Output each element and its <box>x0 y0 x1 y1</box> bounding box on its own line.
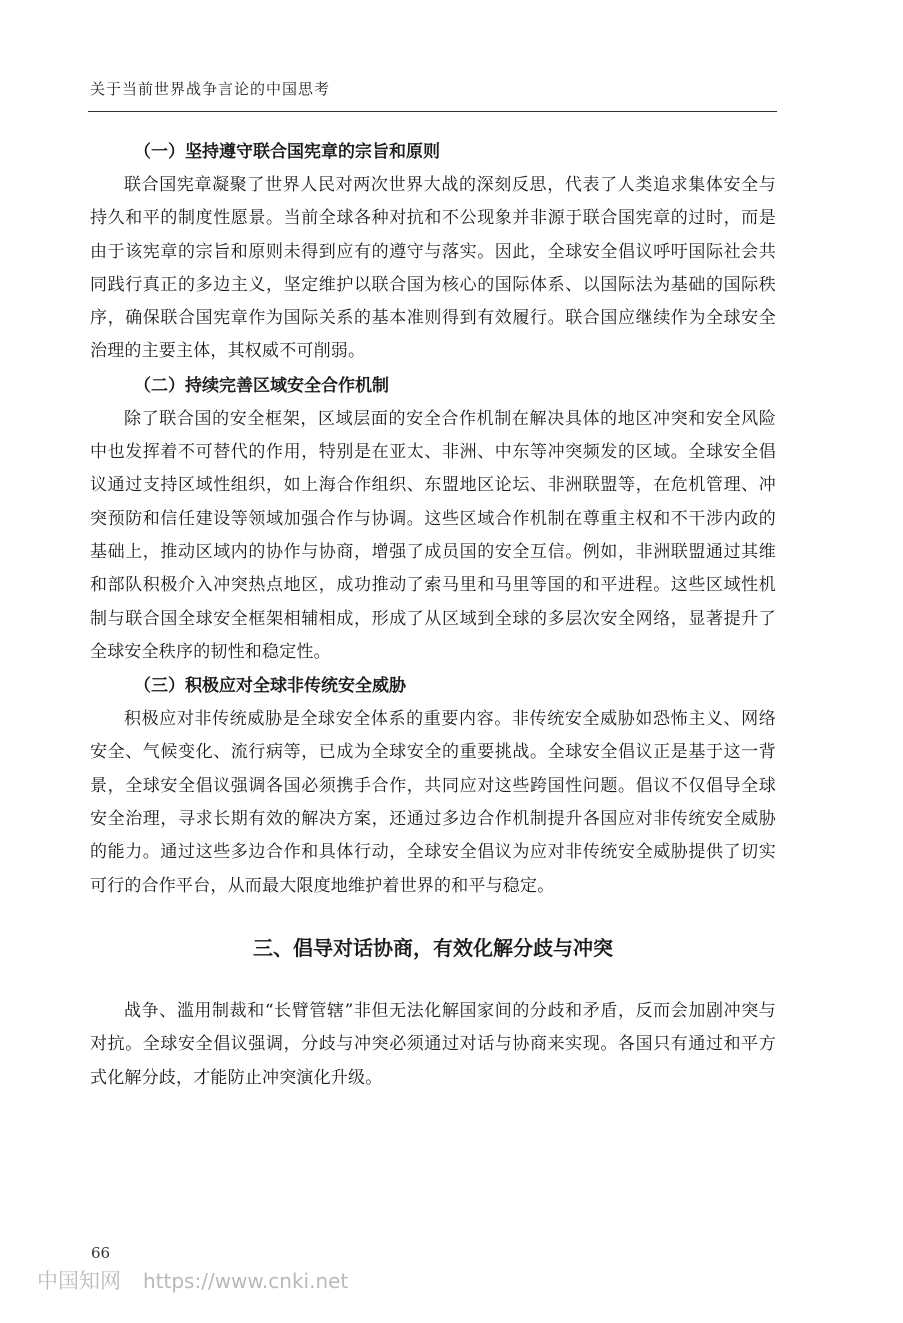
watermark-url: https://www.cnki.net <box>143 1269 349 1293</box>
running-header: 关于当前世界战争言论的中国思考 <box>90 80 331 98</box>
header-rule <box>88 111 777 112</box>
watermark-logo-text: 中国知网 <box>37 1269 121 1293</box>
section-title: 三、倡导对话协商，有效化解分歧与冲突 <box>253 935 613 960</box>
subsection-title-2: （二）持续完善区域安全合作机制 <box>134 375 389 396</box>
page-number: 66 <box>91 1244 111 1262</box>
paragraph-2: 除了联合国的安全框架，区域层面的安全合作机制在解决具体的地区冲突和安全风险中也发挥着不可替代的作用，特别是在亚太、非洲、中东等冲突频发的区域。全球安全倡议通过支持区域性组织，如上海合作组织、东盟地区论坛、非洲联盟等，在危机管理、冲突预防和信任建设等领域加强合作与协调。这些区域合作机制在尊重主权和不干涉内政的基础上，推动区域内的协作与协商，增强了成员国的安全互信。例如，非洲联盟通过其维和部队积极介入冲突热点地区，成功推动了索马里和马里等国的和平进程。这些区域性机制与联合国全球安全框架相辅相成，形成了从区域到全球的多层次安全网络，显著提升了全球安全秩序的韧性和稳定性。 <box>90 408 776 662</box>
cnki-watermark <box>37 1265 348 1295</box>
page-body <box>90 135 776 1095</box>
subsection-title-3: （三）积极应对全球非传统安全威胁 <box>134 676 406 697</box>
paragraph-3: 积极应对非传统威胁是全球安全体系的重要内容。非传统安全威胁如恐怖主义、网络安全、气候变化、流行病等，已成为全球安全的重要挑战。全球安全倡议正是基于这一背景，全球安全倡议强调各国必须携手合作，共同应对这些跨国性问题。倡议不仅倡导全球安全治理，寻求长期有效的解决方案，还通过多边合作机制提升各国应对非传统安全威胁的能力。通过这些多边合作和具体行动，全球安全倡议为应对非传统安全威胁提供了切实可行的合作平台，从而最大限度地维护着世界的和平与稳定。 <box>90 709 776 896</box>
subsection-title-1: （一）坚持遵守联合国宪章的宗旨和原则 <box>134 142 440 162</box>
paragraph-1: 联合国宪章凝聚了世界人民对两次世界大战的深刻反思，代表了人类追求集体安全与持久和平的制度性愿景。当前全球各种对抗和不公现象并非源于联合国宪章的过时，而是由于该宪章的宗旨和原则未得到应有的遵守与落实。因此，全球安全倡议呼吁国际社会共同践行真正的多边主义，坚定维护以联合国为核心的国际体系、以国际法为基础的国际秩序，确保联合国宪章作为国际关系的基本准则得到有效履行。联合国应继续作为全球安全治理的主要主体，其权威不可削弱。 <box>90 175 776 362</box>
paragraph-4: 战争、滥用制裁和“长臂管辖”非但无法化解国家间的分歧和矛盾，反而会加剧冲突与对抗。全球安全倡议强调，分歧与冲突必须通过对话与协商来实现。各国只有通过和平方式化解分歧，才能防止冲突演化升级。 <box>90 1000 776 1088</box>
